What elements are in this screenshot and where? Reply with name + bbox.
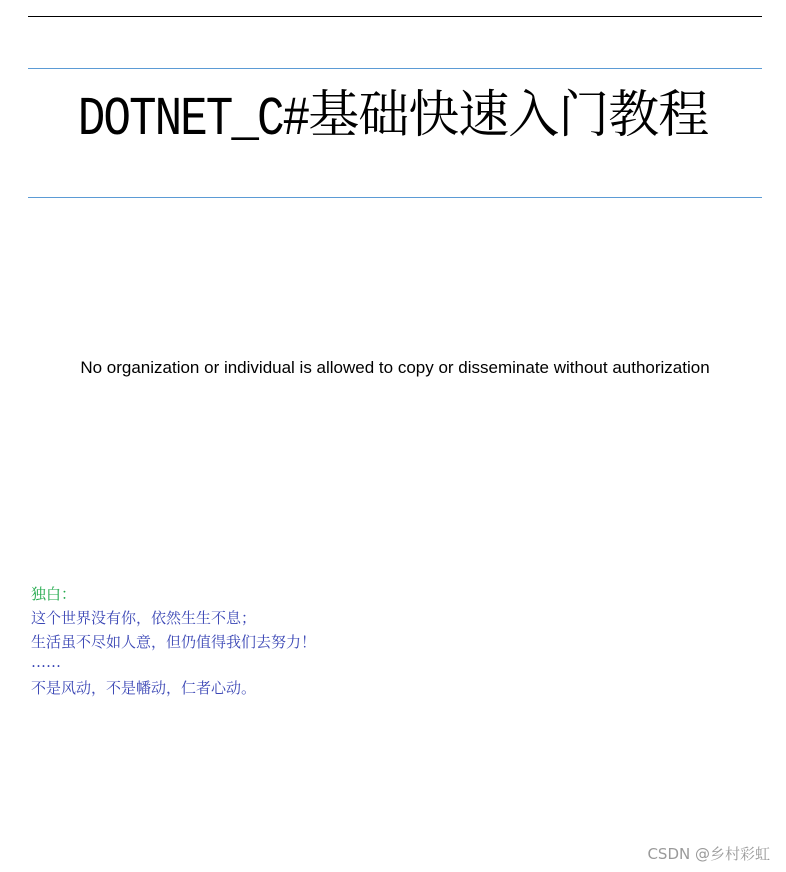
top-rule xyxy=(28,16,762,17)
title-latin: DOTNET_C# xyxy=(77,89,309,151)
monologue-line: 不是风动，不是幡动，仁者心动。 xyxy=(31,679,257,697)
title-cjk: 基础快速入门教程 xyxy=(308,86,709,145)
monologue xyxy=(31,582,316,700)
watermark: CSDN @乡村彩虹 xyxy=(647,845,770,863)
title-rule-bottom xyxy=(28,197,762,198)
page-title xyxy=(0,82,786,161)
monologue-ellipsis: …… xyxy=(31,653,61,671)
monologue-line: 这个世界没有你，依然生生不息； xyxy=(31,609,257,627)
title-rule-top xyxy=(28,68,762,69)
monologue-line: 生活虽不尽如人意，但仍值得我们去努力！ xyxy=(31,633,317,651)
copyright-notice: No organization or individual is allowed to copy or disseminate without authorization xyxy=(80,358,710,377)
monologue-heading: 独白： xyxy=(31,585,77,603)
